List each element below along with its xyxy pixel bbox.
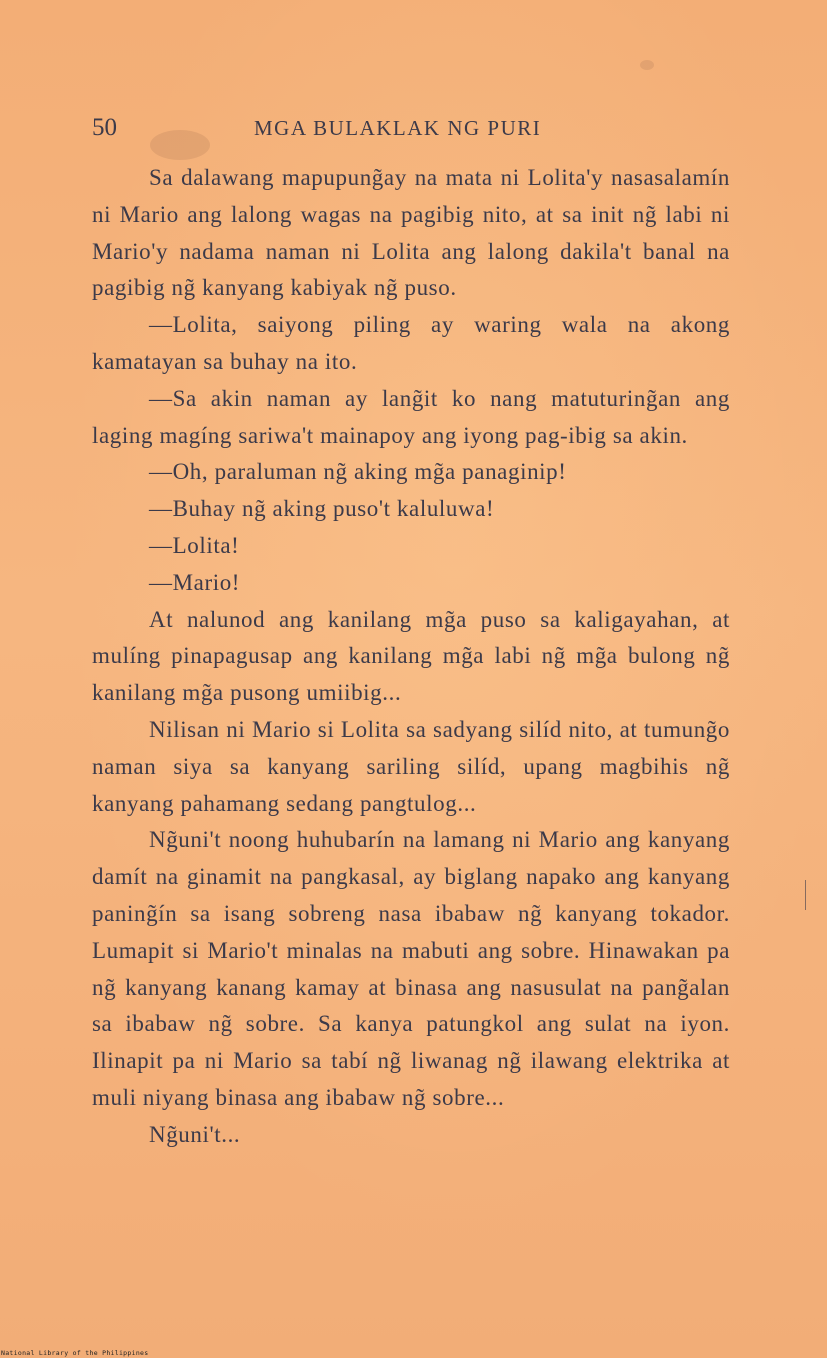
paragraph: —Sa akin naman ay lang̃it ko nang matuturing̃an ang laging magíng sariwa't mainapoy ang iyong pag-ibig sa akin. bbox=[92, 385, 730, 448]
paragraph: Sa dalawang mapupung̃ay na mata ni Lolita'y nasasalamín ni Mario ang lalong wagas na pagibig nito, at sa init ng̃ labi ni Mario'y nadama naman ni Lolita ang lalong dakila't banal na pagibig ng̃ kanyang kabiyak ng̃ puso. bbox=[92, 165, 730, 301]
paragraph: —Oh, paraluman ng̃ aking mg̃a panaginip! bbox=[149, 459, 567, 485]
paragraph: —Mario! bbox=[149, 569, 241, 595]
page-number: 50 bbox=[92, 114, 117, 141]
running-title: MGA BULAKLAK NG PURI bbox=[254, 116, 542, 140]
paragraph: Ng̃uni't noong huhubarín na lamang ni Mario ang kanyang damít na ginamit na pangkasal, ay biglang napako ang kanyang paning̃ín sa isang sobreng nasa ibabaw ng̃ kanyang tokador. Lumapit si Mario't minalas na mabuti ang sobre. Hinawakan pa ng̃ kanyang kanang kamay at binasa ang nasusulat na pang̃alan sa ibabaw ng̃ sobre. Sa kanya patungkol ang sulat na iyon. Ilinapit pa ni Mario sa tabí ng̃ liwanag ng̃ ilawang elektrika at muli niyang binasa ang ibabaw ng̃ sobre... bbox=[92, 827, 730, 1110]
body-text bbox=[92, 160, 730, 1154]
paragraph: Nilisan ni Mario si Lolita sa sadyang silíd nito, at tumung̃o naman siya sa kanyang sariling silíd, upang magbihis ng̃ kanyang pahamang sedang pangtulog... bbox=[92, 716, 730, 816]
paragraph: At nalunod ang kanilang mg̃a puso sa kaligayahan, at mulíng pinapagusap ang kanilang mg̃a labi ng̃ mg̃a bulong ng̃ kanilang mg̃a pusong umiibig... bbox=[92, 606, 730, 706]
paper-mark bbox=[805, 880, 806, 910]
paper-stain bbox=[640, 60, 654, 70]
paragraph: —Lolita, saiyong piling ay waring wala na akong kamatayan sa buhay na ito. bbox=[92, 312, 730, 374]
page-header bbox=[92, 114, 732, 148]
paragraph: —Lolita! bbox=[149, 532, 240, 558]
paragraph: Ng̃uni't... bbox=[149, 1121, 241, 1147]
paragraph: —Buhay ng̃ aking puso't kaluluwa! bbox=[149, 496, 495, 522]
library-credit: National Library of the Philippines bbox=[1, 1349, 149, 1357]
